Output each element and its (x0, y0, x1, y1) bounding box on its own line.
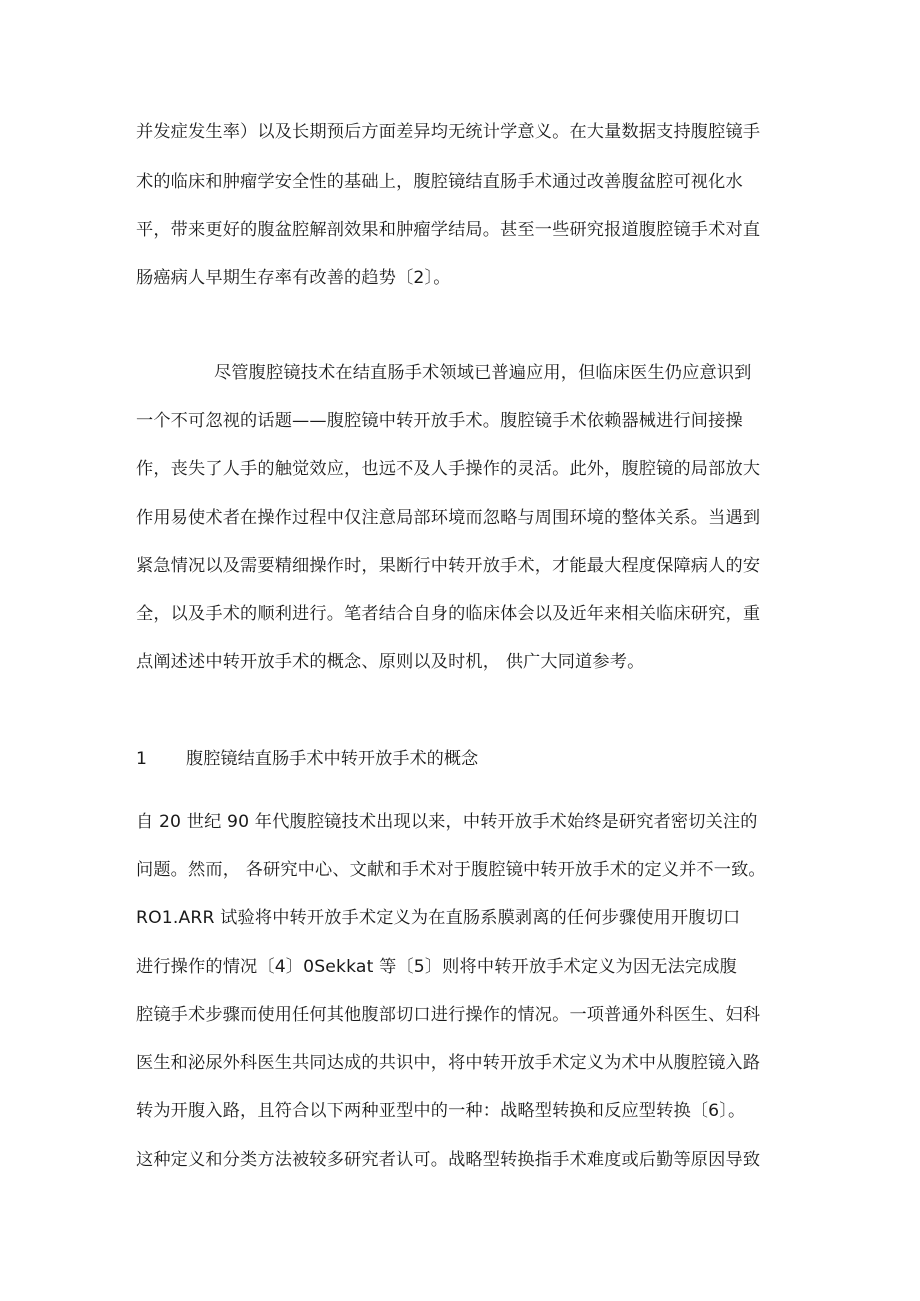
paragraph3-line: 问题。然而， 各研究中心、文献和手术对于腹腔镜中转开放手术的定义并不一致。 (136, 860, 766, 880)
paragraph2-line: 全，以及手术的顺利进行。笔者结合自身的临床体会以及近年来相关临床研究，重 (136, 604, 761, 624)
paragraph2-line: 尽管腹腔镜技术在结直肠手术领域已普遍应用，但临床医生仍应意识到 (214, 363, 752, 383)
paragraph3-line: 这种定义和分类方法被较多研究者认可。战略型转换指手术难度或后勤等原因导致 (136, 1150, 761, 1170)
paragraph1-line: 平，带来更好的腹盆腔解剖效果和肿瘤学结局。甚至一些研究报道腹腔镜手术对直 (136, 220, 761, 240)
paragraph2-line: 作，丧失了人手的触觉效应，也远不及人手操作的灵活。此外，腹腔镜的局部放大 (136, 459, 761, 479)
section-title: 腹腔镜结直肠手术中转开放手术的概念 (186, 749, 479, 769)
paragraph3-line: RO1.ARR 试验将中转开放手术定义为在直肠系膜剥离的任何步骤使用开腹切口 (136, 908, 741, 928)
paragraph1-line: 术的临床和肿瘤学安全性的基础上，腹腔镜结直肠手术通过改善腹盆腔可视化水 (136, 172, 743, 192)
paragraph3-line: 医生和泌尿外科医生共同达成的共识中，将中转开放手术定义为术中从腹腔镜入路 (136, 1053, 761, 1073)
paragraph1-line: 并发症发生率）以及长期预后方面差异均无统计学意义。在大量数据支持腹腔镜手 (136, 122, 761, 142)
paragraph3-line: 腔镜手术步骤而使用任何其他腹部切口进行操作的情况。一项普通外科医生、妇科 (136, 1005, 761, 1025)
paragraph2-line: 紧急情况以及需要精细操作时，果断行中转开放手术，才能最大程度保障病人的安 (136, 556, 761, 576)
paragraph3-line: 进行操作的情况〔4〕0Sekkat 等〔5〕则将中转开放手术定义为因无法完成腹 (136, 957, 737, 977)
paragraph2-line: 点阐述述中转开放手术的概念、原则以及时机， 供广大同道参考。 (136, 652, 645, 672)
paragraph1-line: 肠癌病人早期生存率有改善的趋势〔2〕。 (136, 268, 451, 288)
paragraph3-line: 自 20 世纪 90 年代腹腔镜技术出现以来，中转开放手术始终是研究者密切关注的 (136, 812, 758, 832)
section-number: 1 (136, 749, 147, 769)
paragraph2-line: 一个不可忽视的话题——腹腔镜中转开放手术。腹腔镜手术依赖器械进行间接操 (136, 411, 743, 431)
paragraph2-line: 作用易使术者在操作过程中仅注意局部环境而忽略与周围环境的整体关系。当遇到 (136, 508, 761, 528)
paragraph3-line: 转为开腹入路，且符合以下两种亚型中的一种：战略型转换和反应型转换〔6〕。 (136, 1101, 746, 1121)
